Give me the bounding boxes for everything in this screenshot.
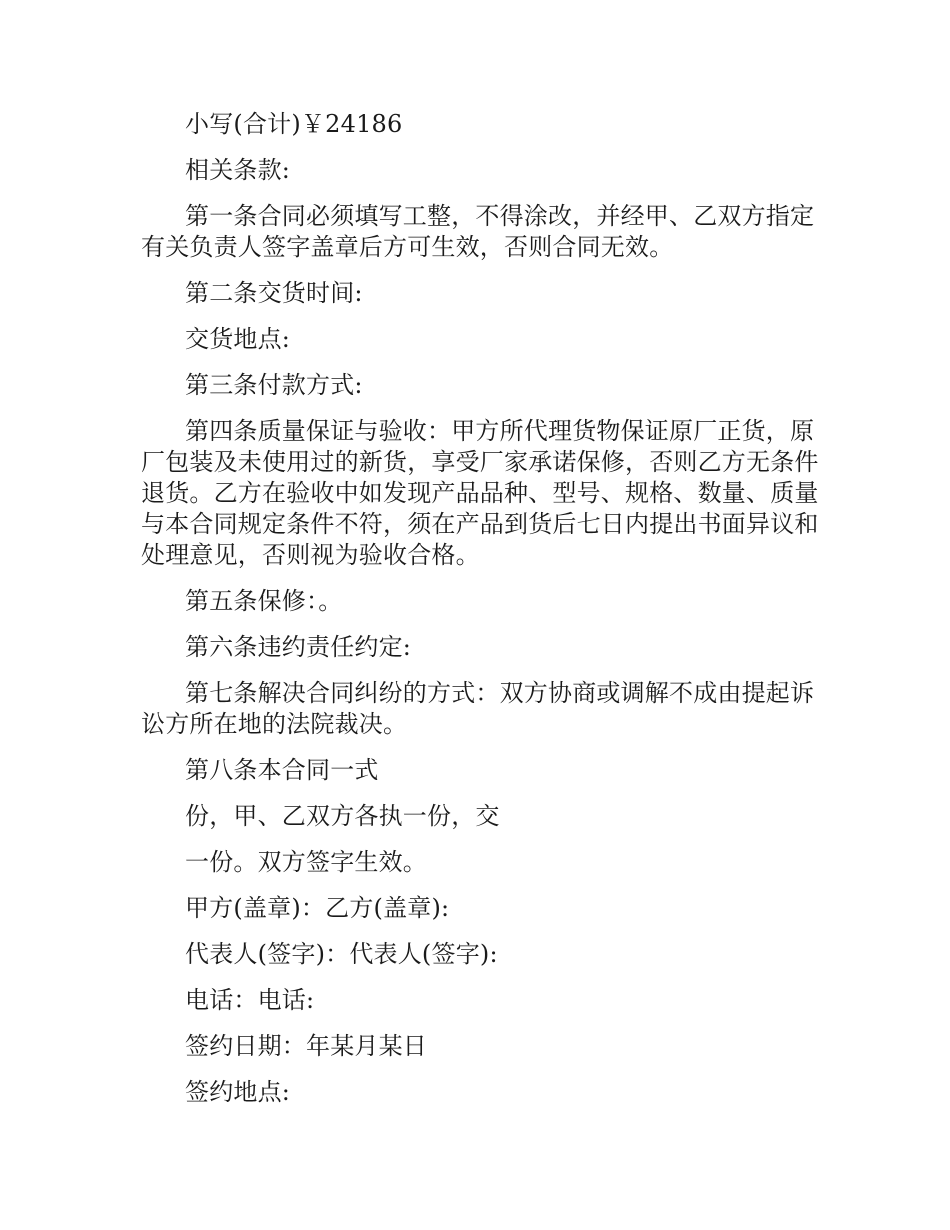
article-1: 第一条合同必须填写工整，不得涂改，并经甲、乙双方指定有关负责人签字盖章后方可生效，否则合同无效。	[141, 202, 815, 261]
article-6-liability: 第六条违约责任约定:	[185, 633, 412, 661]
phone-line: 电话：电话:	[185, 986, 315, 1014]
effective-clause: 一份。双方签字生效。	[185, 848, 427, 876]
article-8-copies: 第八条本合同一式	[185, 756, 379, 784]
related-terms-heading: 相关条款:	[185, 156, 291, 184]
signing-date-line: 签约日期：年某月某日	[185, 1032, 427, 1060]
party-seal-line: 甲方(盖章)：乙方(盖章):	[185, 894, 450, 922]
total-amount-line: 小写(合计)￥24186	[185, 110, 403, 138]
signing-location-line: 签约地点:	[185, 1078, 291, 1106]
article-2-delivery-time: 第二条交货时间:	[185, 279, 363, 307]
representative-signature-line: 代表人(签字)：代表人(签字):	[185, 940, 498, 968]
article-3-payment: 第三条付款方式:	[185, 371, 363, 399]
article-7-dispute: 第七条解决合同纠纷的方式：双方协商或调解不成由提起诉讼方所在地的法院裁决。	[141, 679, 815, 738]
article-5-warranty: 第五条保修：。	[185, 587, 343, 615]
copies-distribution: 份，甲、乙双方各执一份，交	[185, 802, 500, 830]
article-4-quality: 第四条质量保证与验收：甲方所代理货物保证原厂正货，原厂包装及未使用过的新货，享受厂家承诺保修，否则乙方无条件退货。乙方在验收中如发现产品品种、型号、规格、数量、质量与本合同规定条件不符，须在产品到货后七日内提出书面异议和处理意见，否则视为验收合格。	[141, 417, 819, 569]
delivery-location: 交货地点:	[185, 325, 291, 353]
